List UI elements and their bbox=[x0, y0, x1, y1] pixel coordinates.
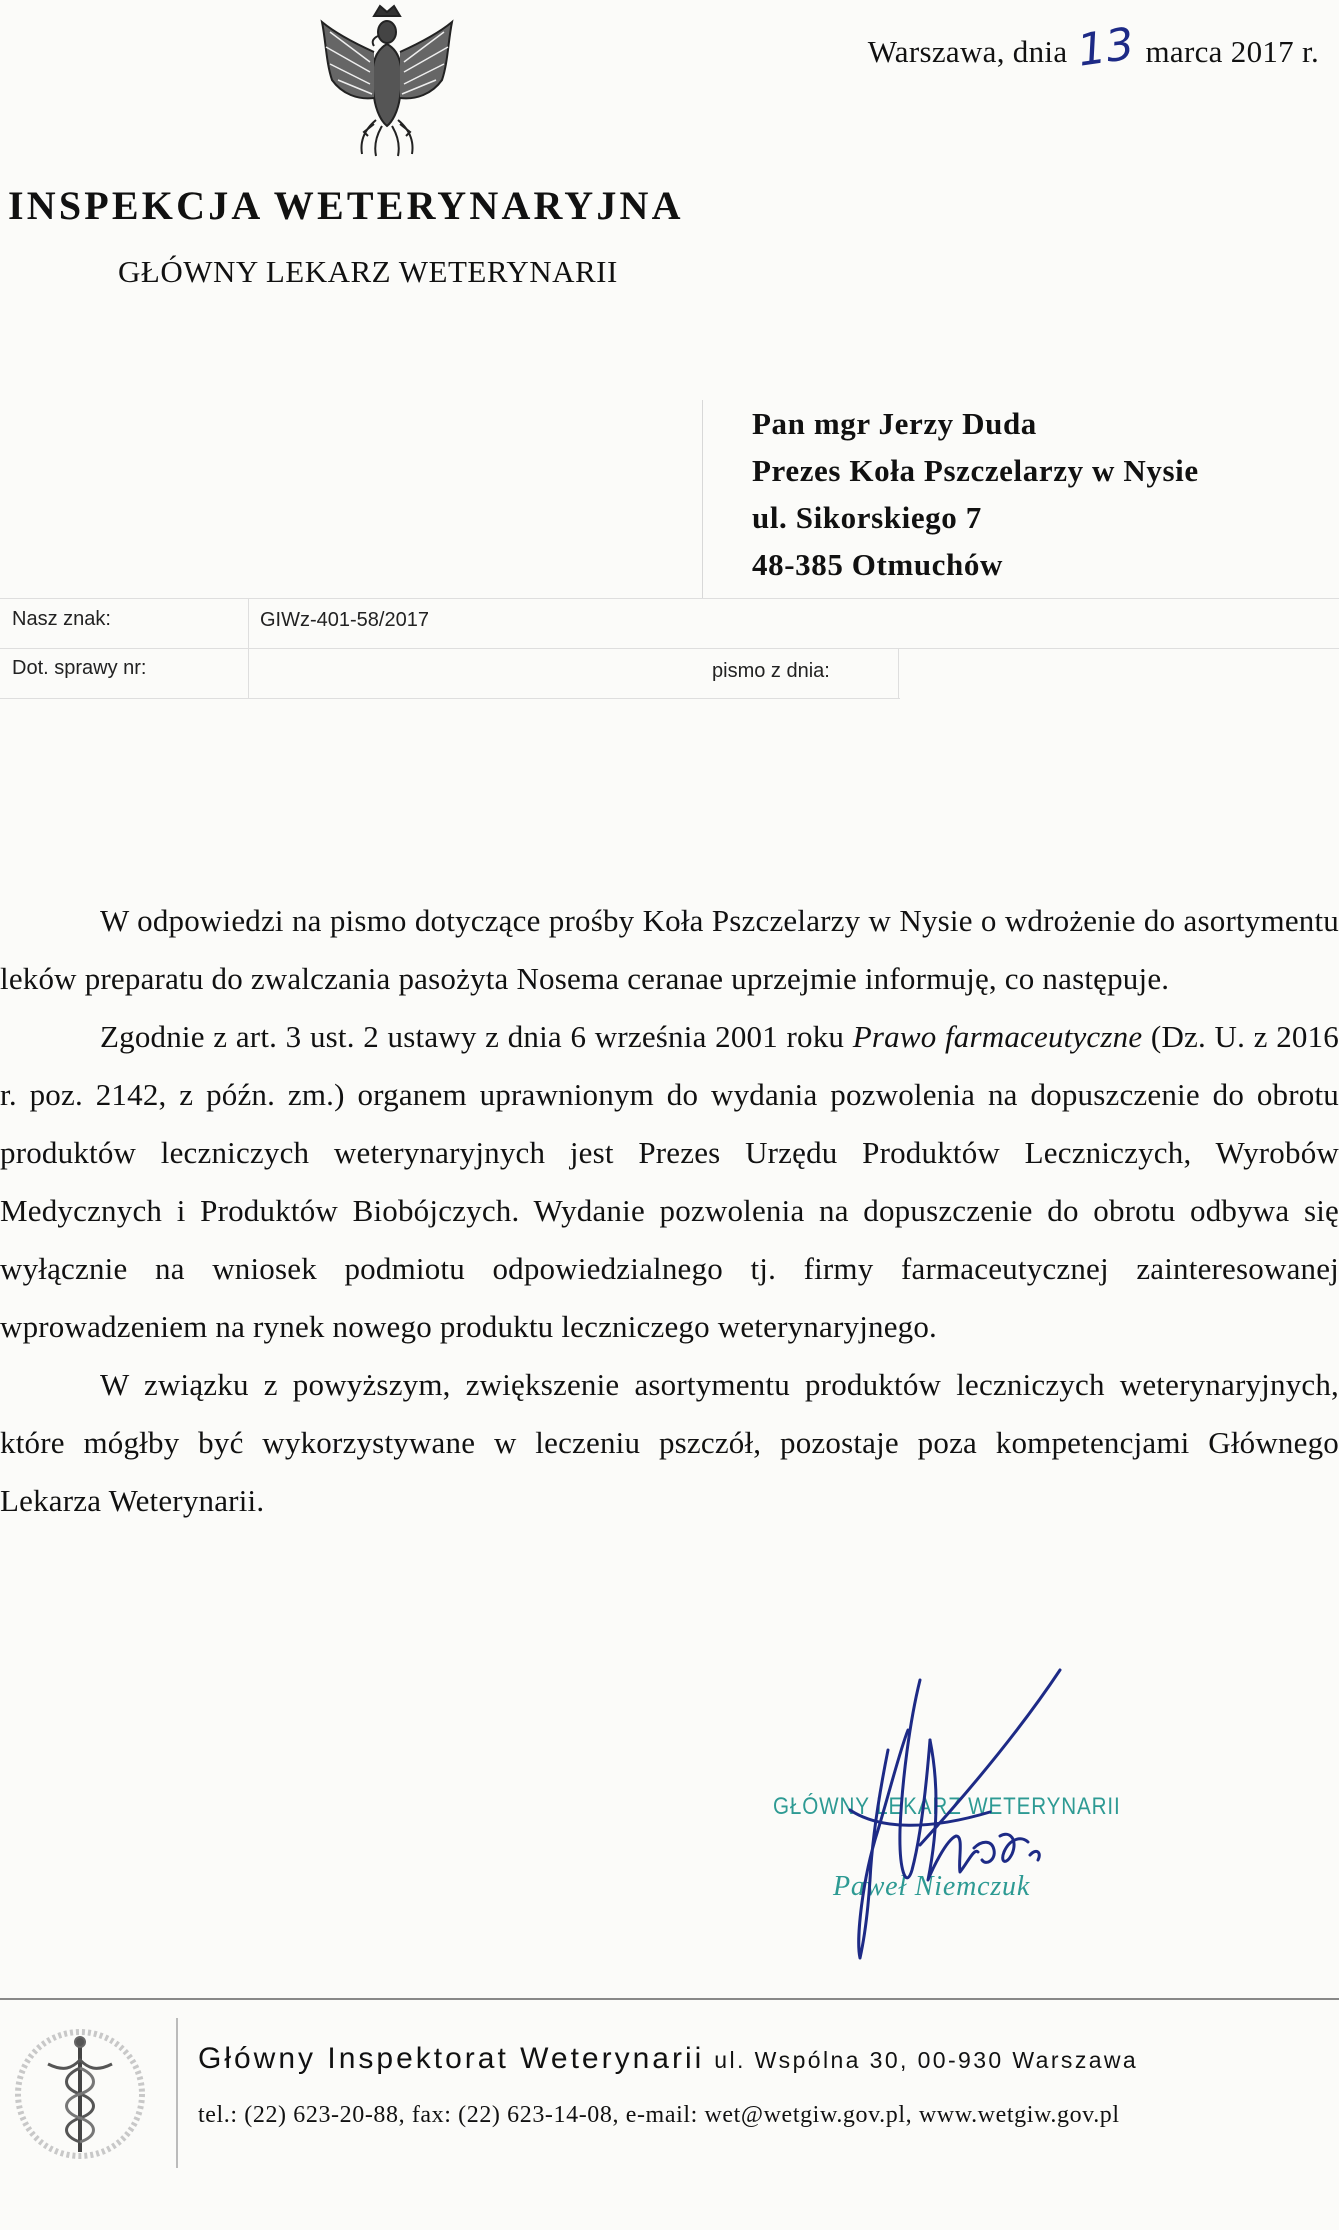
our-ref-value: GIWz-401-58/2017 bbox=[260, 609, 429, 631]
body-paragraph-1: W odpowiedzi na pismo dotyczące prośby Koła Pszczelarzy w Nysie o wdrożenie do asortymentu leków preparatu do zwalczania pasożyta Nosema ceranae uprzejmie informuję, co następuje. bbox=[0, 903, 1339, 996]
p2-statute-title: Prawo farmaceutyczne bbox=[852, 1019, 1143, 1054]
recipient-address bbox=[752, 400, 1199, 588]
footer-contact: tel.: (22) 623-20-88, fax: (22) 623-14-08, e-mail: wet@wetgiw.gov.pl, www.wetgiw.gov.pl bbox=[198, 2102, 1120, 2128]
body-paragraph-2 bbox=[0, 1008, 1339, 1356]
footer-address: ul. Wspólna 30, 00-930 Warszawa bbox=[714, 2047, 1139, 2073]
p2-text-start: Zgodnie z art. 3 ust. 2 ustawy z dnia 6 września 2001 roku bbox=[100, 1019, 853, 1054]
footer-rule bbox=[0, 1998, 1339, 2000]
address-divider bbox=[702, 400, 703, 598]
signature-stamp-title: GŁÓWNY LEKARZ WETERYNARII bbox=[773, 1793, 1121, 1820]
recipient-line-1: Pan mgr Jerzy Duda bbox=[752, 406, 1037, 441]
institution-title: INSPEKCJA WETERYNARYJNA bbox=[8, 183, 684, 228]
body-paragraph-3: W związku z powyższym, zwiększenie asortymentu produktów leczniczych weterynaryjnych, które mógłby być wykorzystywane w leczeniu pszczół, pozostaje poza kompetencjami Głównego Lekarza Weterynarii. bbox=[0, 1367, 1339, 1518]
date-prefix: Warszawa, dnia bbox=[867, 34, 1068, 69]
recipient-line-4: 48-385 Otmuchów bbox=[752, 547, 1003, 582]
recipient-line-3: ul. Sikorskiego 7 bbox=[752, 500, 982, 535]
footer-name: Główny Inspektorat Weterynarii bbox=[198, 2042, 705, 2075]
p2-text-end: (Dz. U. z 2016 r. poz. 2142, z późn. zm.) organem uprawnionym do wydania pozwolenia na dopuszczenie do obrotu produktów leczniczych weterynaryjnych jest Prezes Urzędu Produktów Leczniczych, Wyrobów Medycznych i Produktów Biobójczych. Wydanie pozwolenia na dopuszczenie do obrotu odbywa się wyłącznie na wniosek podmiotu odpowiedzialnego tj. firmy farmaceutycznej zainteresowanej wprowadzeniem na rynek nowego produktu leczniczego weterynaryjnego. bbox=[0, 1019, 1339, 1344]
letter-body bbox=[0, 892, 1339, 1530]
ref-col-divider bbox=[248, 598, 249, 698]
ref-col-divider-2 bbox=[898, 648, 899, 698]
recipient-line-2: Prezes Koła Pszczelarzy w Nysie bbox=[752, 453, 1199, 488]
footer-divider bbox=[176, 2018, 178, 2168]
date-day-handwritten: 13 bbox=[1074, 18, 1139, 77]
case-number-label: Dot. sprawy nr: bbox=[12, 657, 147, 679]
our-ref-label: Nasz znak: bbox=[12, 608, 111, 630]
office-title: GŁÓWNY LEKARZ WETERYNARII bbox=[118, 254, 618, 289]
date-suffix: marca 2017 r. bbox=[1145, 34, 1319, 69]
footer-institution bbox=[198, 2042, 1138, 2076]
caduceus-logo-icon bbox=[8, 2024, 152, 2164]
ref-rule-bottom bbox=[0, 698, 900, 699]
signature-stamp-name: Paweł Niemczuk bbox=[833, 1871, 1031, 1902]
eagle-emblem-icon bbox=[312, 2, 462, 160]
ref-rule-mid bbox=[0, 648, 1339, 649]
document-date bbox=[867, 18, 1319, 77]
handwritten-signature-icon bbox=[760, 1640, 1180, 1960]
reference-table bbox=[0, 598, 1339, 698]
ref-rule-top bbox=[0, 598, 1339, 599]
letter-date-label: pismo z dnia: bbox=[712, 660, 830, 682]
